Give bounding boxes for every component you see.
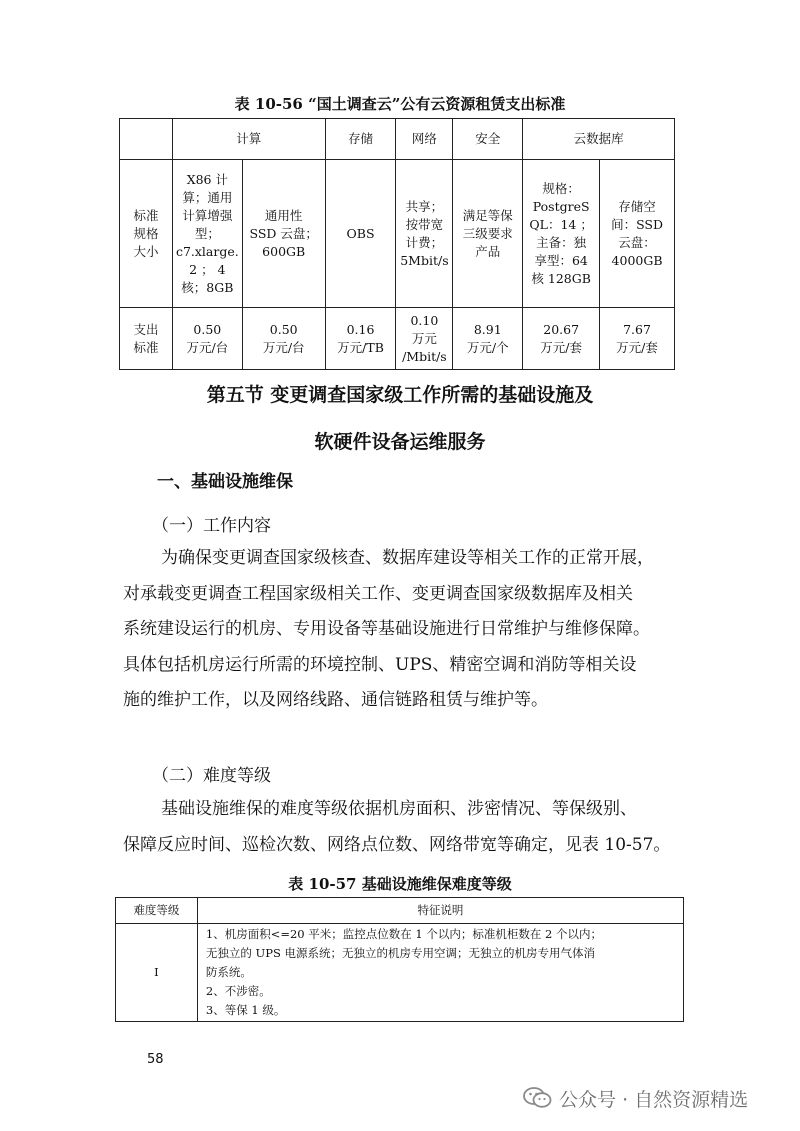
cell-line: 万元/套: [540, 339, 582, 355]
cell-line: 按带宽: [405, 216, 444, 232]
cell-line: 万元/台: [262, 339, 305, 355]
paragraph-line: 对承载变更调查工程国家级相关工作、变更调查国家级数据库及相关: [123, 583, 633, 604]
watermark: [523, 1085, 748, 1115]
cell-line: 8.91: [473, 321, 502, 337]
cell-line: SSD 云盘；: [249, 225, 318, 241]
cell-line: 3、等保 1 级。: [205, 1003, 286, 1017]
cell-line: X86 计: [186, 171, 228, 187]
table-57-header-row: [116, 898, 684, 924]
std-compute-ssd: [242, 160, 325, 308]
std-network: [396, 160, 453, 308]
table-57: [115, 897, 684, 1022]
paragraph-line: 具体包括机房运行所需的环境控制、UPS、精密空调和消防等相关设: [123, 654, 637, 675]
cell-line: 600GB: [262, 243, 306, 259]
feature-description: [197, 924, 683, 1022]
header-storage: 存储: [325, 119, 396, 160]
cell-line: 间：SSD: [611, 216, 663, 232]
cell-line: 无独立的 UPS 电源系统；无独立的机房专用空调；无独立的机房专用气体消: [205, 946, 596, 960]
subheading-difficulty-level: （二）难度等级: [152, 766, 271, 786]
cell-line: 万元/TB: [337, 339, 384, 355]
cell-line: 万元: [411, 330, 437, 346]
cell-line: OBS: [346, 225, 375, 241]
cost-storage: [325, 308, 396, 370]
cell-line: 产品: [475, 243, 501, 259]
header-compute: 计算: [172, 119, 325, 160]
paragraph-line: 保障反应时间、巡检次数、网络点位数、网络带宽等确定，见表 10-57。: [123, 834, 671, 855]
cell-line: 2、不涉密。: [205, 984, 271, 998]
cell-line: 大小: [133, 243, 159, 259]
section-title-line-1: 第五节 变更调查国家级工作所需的基础设施及: [206, 384, 594, 406]
wechat-logo-icon: [523, 1086, 553, 1115]
paragraph-work-content: [0, 541, 800, 719]
cost-db-spec: [523, 308, 600, 370]
cost-network: [396, 308, 453, 370]
std-compute-x86: [172, 160, 242, 308]
subheading-work-content: （一）工作内容: [152, 516, 271, 536]
cell-line: 计算增强: [182, 207, 233, 223]
std-security: [453, 160, 523, 308]
cost-security: [453, 308, 523, 370]
subsection-heading-1: 一、基础设施维保: [157, 472, 293, 492]
page-number: 58: [147, 1052, 164, 1067]
cell-line: 0.16: [346, 321, 375, 337]
header-security: 安全: [453, 119, 523, 160]
header-cloud-database: 云数据库: [523, 119, 675, 160]
cell-line: 通用性: [264, 207, 303, 223]
cell-line: 存储空: [618, 198, 656, 214]
cell-line: 标准: [133, 207, 159, 223]
cell-line: c7.xlarge.: [175, 243, 239, 259]
cost-compute-ssd: [242, 308, 325, 370]
cell-line: /Mbit/s: [402, 348, 447, 364]
row-label-cost: [120, 308, 173, 370]
cell-line: 防系统。: [205, 965, 252, 979]
cell-line: 20.67: [543, 321, 580, 337]
cell-line: 主备：独: [536, 234, 587, 250]
cell-line: 万元/套: [616, 339, 658, 355]
cell-line: 型；: [194, 225, 220, 241]
cost-compute-x86: [172, 308, 242, 370]
paragraph-line: 系统建设运行的机房、专用设备等基础设施进行日常维护与维修保障。: [123, 619, 650, 639]
table-56-cost-row: [120, 308, 675, 370]
watermark-text: 公众号 · 自然资源精选: [559, 1089, 749, 1111]
cell-line: 5Mbit/s: [400, 252, 449, 268]
table-56-header-row: [120, 119, 675, 160]
header-network: 网络: [396, 119, 453, 160]
cell-line: 1、机房面积<=20 平米；监控点位数在 1 个以内；标准机柜数在 2 个以内；: [205, 927, 603, 941]
cell-line: 算；通用: [182, 189, 233, 205]
cell-line: 0.50: [269, 321, 298, 337]
table-57-caption: 表 10-57 基础设施维保难度等级: [288, 875, 512, 893]
std-storage: [325, 160, 396, 308]
cell-line: 7.67: [623, 321, 651, 337]
paragraph-line: 施的维护工作，以及网络线路、通信链路租赁与维护等。: [123, 690, 548, 710]
cell-line: 三级要求: [462, 225, 513, 241]
cell-line: 4000GB: [611, 252, 663, 268]
cell-line: QL：14 ；: [529, 216, 593, 232]
difficulty-level-value: I: [116, 924, 198, 1022]
std-db-spec: [523, 160, 600, 308]
cell-line: 万元/台: [186, 339, 229, 355]
std-db-storage: [600, 160, 675, 308]
cell-line: 2 ； 4: [189, 261, 226, 277]
cell-line: 共享；: [405, 198, 444, 214]
cell-line: 支出: [133, 321, 159, 337]
header-empty-cell: [120, 119, 173, 160]
row-label-standard: [120, 160, 173, 308]
table-row: [116, 924, 684, 1022]
cell-line: 规格: [133, 225, 159, 241]
cell-line: 0.50: [193, 321, 222, 337]
cell-line: 计费；: [405, 234, 444, 250]
cell-line: 0.10: [410, 312, 439, 328]
table-56-caption: 表 10-56 “国土调查云”公有云资源租赁支出标准: [234, 95, 566, 113]
cell-line: 满足等保: [462, 207, 513, 223]
cell-line: 标准: [133, 339, 159, 355]
paragraph-difficulty: [0, 792, 800, 863]
cost-db-storage: [600, 308, 675, 370]
cell-line: 云盘：: [618, 234, 656, 250]
header-feature-description: 特征说明: [197, 898, 683, 924]
cell-line: 享型：64: [534, 252, 588, 268]
cell-line: 万元/个: [466, 339, 509, 355]
paragraph-line: 基础设施维保的难度等级依据机房面积、涉密情况、等保级别、: [161, 799, 637, 819]
paragraph-line: 为确保变更调查国家级核查、数据库建设等相关工作的正常开展，: [161, 548, 654, 568]
table-56-standard-row: [120, 160, 675, 308]
section-title-line-2: 软硬件设备运维服务: [314, 431, 486, 453]
table-56: [119, 118, 675, 370]
cell-line: 规格：: [542, 180, 580, 196]
cell-line: PostgreS: [532, 198, 590, 214]
header-difficulty-level: 难度等级: [116, 898, 198, 924]
cell-line: 核 128GB: [531, 270, 591, 286]
cell-line: 核；8GB: [181, 279, 234, 295]
